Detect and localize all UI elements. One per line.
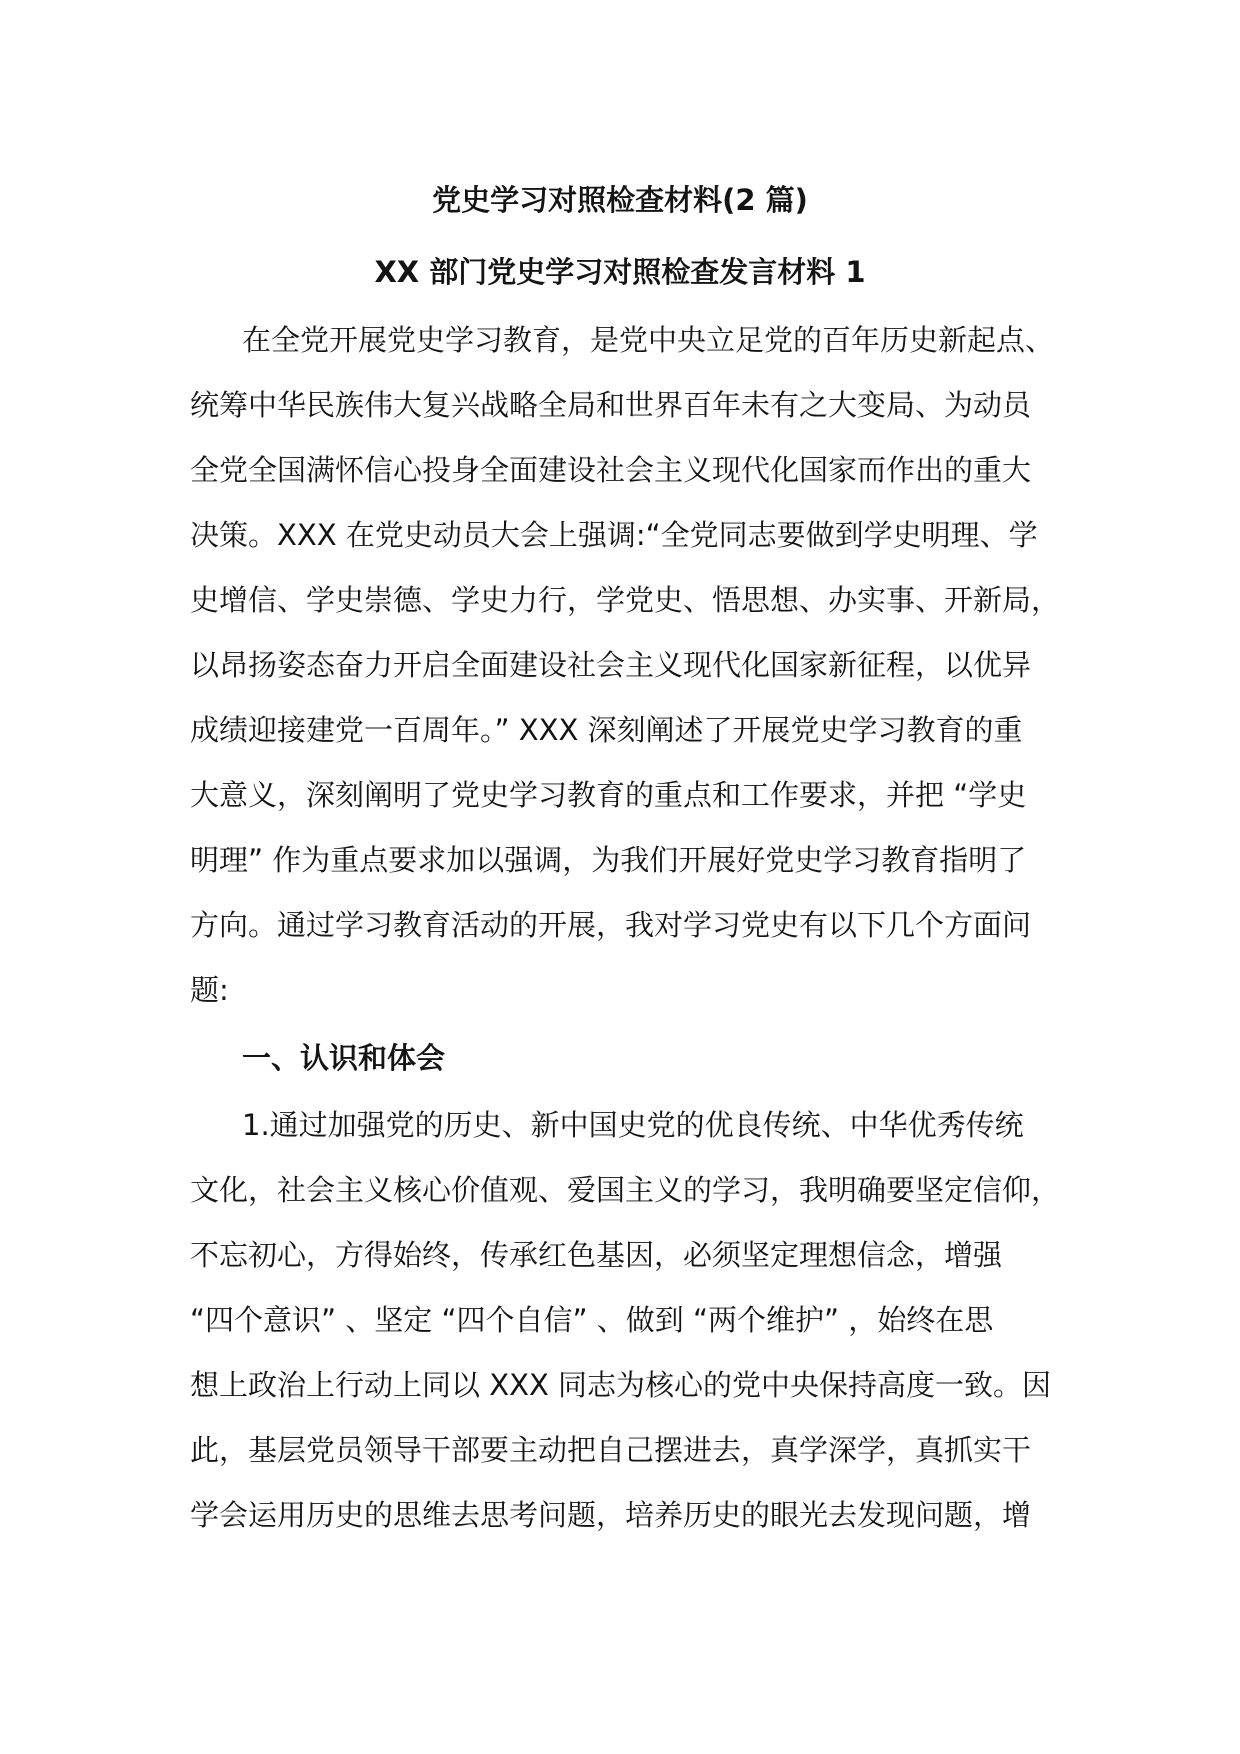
paragraph-1-line-5: 史增信、学史崇德、学史力行，学党史、悟思想、办实事、开新局， bbox=[190, 583, 1061, 617]
paragraph-1-line-10: 方向。通过学习教育活动的开展，我对学习党史有以下几个方面问 bbox=[190, 908, 1032, 942]
paragraph-2-line-7: 学会运用历史的思维去思考问题，培养历史的眼光去发现问题，增 bbox=[190, 1498, 1032, 1532]
paragraph-1-line-2: 统筹中华民族伟大复兴战略全局和世界百年未有之大变局、为动员 bbox=[190, 388, 1032, 422]
paragraph-1-line-1: 在全党开展党史学习教育，是党中央立足党的百年历史新起点、 bbox=[242, 323, 1055, 357]
paragraph-2-line-5: 想上政治上行动上同以 XXX 同志为核心的党中央保持高度一致。因 bbox=[190, 1368, 1052, 1402]
document-title: 党史学习对照检查材料(2 篇) bbox=[432, 183, 808, 217]
paragraph-1-line-4: 决策。XXX 在党史动员大会上强调:“全党同志要做到学史明理、学 bbox=[190, 518, 1038, 552]
paragraph-1-line-7: 成绩迎接建党一百周年。” XXX 深刻阐述了开展党史学习教育的重 bbox=[190, 713, 1023, 747]
paragraph-1-line-8: 大意义，深刻阐明了党史学习教育的重点和工作要求，并把 “学史 bbox=[190, 778, 1027, 812]
section-heading: 一、认识和体会 bbox=[242, 1041, 446, 1075]
paragraph-2-line-6: 此，基层党员领导干部要主动把自己摆进去，真学深学，真抓实干 bbox=[190, 1433, 1032, 1467]
paragraph-1-line-11: 题: bbox=[190, 973, 229, 1007]
paragraph-2-line-3: 不忘初心，方得始终，传承红色基因，必须坚定理想信念，增强 bbox=[190, 1238, 1003, 1272]
paragraph-2-line-2: 文化，社会主义核心价值观、爱国主义的学习，我明确要坚定信仰， bbox=[190, 1173, 1061, 1207]
paragraph-2-line-1: 1.通过加强党的历史、新中国史党的优良传统、中华优秀传统 bbox=[242, 1108, 1024, 1142]
paragraph-1-line-3: 全党全国满怀信心投身全面建设社会主义现代化国家而作出的重大 bbox=[190, 453, 1032, 487]
paragraph-2-line-4: “四个意识” 、坚定 “四个自信” 、做到 “两个维护” ，始终在思 bbox=[190, 1303, 994, 1337]
paragraph-1-line-6: 以昂扬姿态奋力开启全面建设社会主义现代化国家新征程，以优异 bbox=[190, 648, 1032, 682]
document-subtitle: XX 部门党史学习对照检查发言材料 1 bbox=[374, 255, 866, 289]
paragraph-1-line-9: 明理” 作为重点要求加以强调，为我们开展好党史学习教育指明了 bbox=[190, 843, 1027, 877]
